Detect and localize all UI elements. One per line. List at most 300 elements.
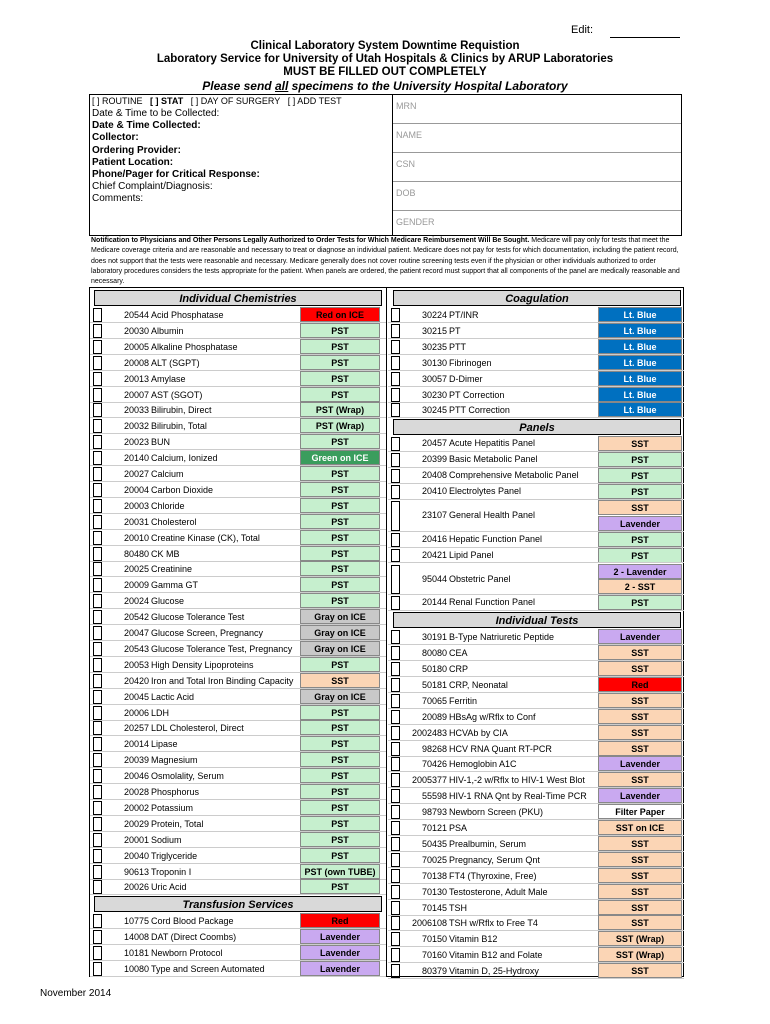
priority-routine: [ ] ROUTINE	[92, 96, 143, 106]
test-code: 20410	[421, 486, 447, 496]
panel-row	[388, 595, 684, 611]
tube-label: PST (own TUBE)	[300, 864, 380, 879]
table-row	[90, 848, 386, 864]
order-checkbox[interactable]	[93, 674, 102, 688]
order-checkbox[interactable]	[391, 565, 400, 595]
tube-label: PST	[598, 468, 682, 483]
test-name: Newborn Screen (PKU)	[449, 807, 544, 818]
order-checkbox[interactable]	[391, 869, 400, 883]
table-row	[388, 645, 684, 661]
table-row	[388, 371, 684, 387]
tube-label: PST	[300, 371, 380, 386]
test-code: 20005	[123, 341, 149, 352]
table-row	[90, 641, 386, 657]
order-checkbox[interactable]	[391, 901, 400, 915]
table-row	[90, 673, 386, 689]
order-checkbox[interactable]	[391, 821, 400, 835]
priority-add-test: [ ] ADD TEST	[287, 96, 342, 106]
test-code: 30215	[421, 325, 447, 336]
table-row	[90, 689, 386, 705]
patient-field-dob[interactable]: DOB	[396, 188, 416, 198]
test-name: DAT (Direct Coombs)	[151, 932, 237, 943]
order-checkbox[interactable]	[391, 948, 400, 962]
order-checkbox[interactable]	[93, 483, 102, 497]
test-name: Protein, Total	[151, 818, 204, 829]
order-checkbox[interactable]	[391, 372, 400, 386]
test-code: 20045	[123, 691, 149, 702]
order-checkbox[interactable]	[93, 562, 102, 576]
tube-label: SST	[598, 868, 682, 883]
panel-row	[388, 500, 684, 532]
test-name: Electrolytes Panel	[449, 486, 522, 496]
test-code: 20009	[123, 580, 149, 591]
test-code: 23107	[421, 509, 447, 520]
table-row	[90, 913, 386, 929]
test-code: 20053	[123, 659, 149, 670]
order-checkbox[interactable]	[391, 853, 400, 867]
table-row	[90, 307, 386, 323]
test-name: Vitamin D, 25-Hydroxy	[449, 966, 539, 977]
test-name: Magnesium	[151, 755, 198, 766]
table-row	[90, 929, 386, 945]
test-name: AST (SGOT)	[151, 389, 203, 400]
test-code: 20027	[123, 469, 149, 479]
order-checkbox[interactable]	[391, 356, 400, 370]
test-code: 20408	[421, 470, 447, 481]
tube-label: Gray on ICE	[300, 689, 380, 704]
tube-label: PST	[300, 832, 380, 847]
test-code: 80480	[123, 548, 149, 559]
order-checkbox[interactable]	[93, 706, 102, 720]
section-transfusion-services: Transfusion Services	[94, 896, 382, 912]
test-code: 20030	[123, 325, 149, 336]
order-checkbox[interactable]	[391, 916, 400, 930]
test-code: 70121	[421, 823, 447, 833]
tube-label: Green on ICE	[300, 450, 380, 465]
tube-label: PST	[300, 387, 380, 402]
order-checkbox[interactable]	[93, 578, 102, 592]
table-row	[388, 868, 684, 884]
test-name: Phosphorus	[151, 787, 200, 797]
order-checkbox[interactable]	[93, 515, 102, 529]
test-code: 30235	[421, 341, 447, 352]
form-subtitle: Laboratory Service for University of Utah Hospitals & Clinics by ARUP Laboratories	[156, 53, 614, 65]
tube-label: Lt. Blue	[598, 402, 682, 417]
test-name: CK MB	[151, 548, 180, 559]
order-checkbox[interactable]	[391, 678, 400, 692]
test-code: 20006	[123, 707, 149, 718]
tube-label: PST	[300, 482, 380, 497]
test-name: High Density Lipoproteins	[151, 659, 254, 670]
tube-label: PST	[300, 800, 380, 815]
order-checkbox[interactable]	[93, 833, 102, 847]
test-code: 20003	[123, 500, 149, 511]
patient-info-box	[89, 94, 682, 236]
test-code: 20002	[123, 802, 149, 813]
order-checkbox[interactable]	[391, 726, 400, 740]
panel-row	[388, 484, 684, 500]
order-checkbox[interactable]	[93, 594, 102, 608]
table-row	[90, 561, 386, 577]
test-code: 20028	[123, 787, 149, 797]
order-checkbox[interactable]	[391, 403, 400, 417]
test-code: 70150	[421, 934, 447, 945]
test-code: 20025	[123, 564, 149, 575]
tube-label: PST	[300, 593, 380, 608]
test-name: Calcium	[151, 469, 184, 479]
order-checkbox[interactable]	[391, 932, 400, 946]
test-name: BUN	[151, 437, 171, 448]
test-name: HBsAg w/Rflx to Conf	[449, 711, 536, 722]
test-name: Acid Phosphatase	[151, 310, 224, 320]
order-checkbox[interactable]	[391, 308, 400, 322]
test-code: 20031	[123, 516, 149, 527]
test-code: 2006108	[411, 918, 447, 929]
order-checkbox[interactable]	[93, 531, 102, 545]
panel-row	[388, 548, 684, 564]
test-code: 20033	[123, 405, 149, 416]
row-divider	[388, 610, 684, 611]
order-checkbox[interactable]	[391, 388, 400, 402]
test-code: 20040	[123, 850, 149, 861]
order-checkbox[interactable]	[391, 453, 400, 467]
test-name: Comprehensive Metabolic Panel	[449, 470, 579, 481]
tube-label: PST	[598, 532, 682, 547]
table-row	[90, 339, 386, 355]
priority-day-of-surgery: [ ] DAY OF SURGERY	[190, 96, 281, 106]
edit-field[interactable]	[610, 37, 680, 38]
order-checkbox[interactable]	[391, 340, 400, 354]
test-name: Albumin	[151, 325, 184, 336]
table-row	[388, 693, 684, 709]
test-code: 30130	[421, 357, 447, 368]
patient-field-mrn[interactable]: MRN	[396, 101, 417, 111]
test-code: 30230	[421, 389, 447, 400]
test-code: 20257	[123, 723, 149, 734]
order-checkbox[interactable]	[93, 435, 102, 449]
order-checkbox[interactable]	[93, 849, 102, 863]
order-checkbox[interactable]	[391, 742, 400, 756]
order-checkbox[interactable]	[93, 817, 102, 831]
order-checkbox[interactable]	[93, 690, 102, 704]
order-checkbox[interactable]	[391, 324, 400, 338]
order-checkbox[interactable]	[93, 865, 102, 879]
patient-field-name[interactable]: NAME	[396, 130, 423, 140]
table-row	[388, 355, 684, 371]
table-row	[90, 720, 386, 736]
order-checkbox[interactable]	[93, 340, 102, 354]
tube-label: PST	[598, 484, 682, 499]
order-checkbox[interactable]	[93, 372, 102, 386]
patient-line[interactable]: Date & Time to be Collected:	[92, 108, 220, 119]
table-row	[388, 915, 684, 931]
test-name: Glucose Tolerance Test	[151, 612, 245, 623]
test-name: Prealbumin, Serum	[449, 838, 527, 849]
patient-field-gender[interactable]: GENDER	[396, 217, 435, 227]
tube-label: Gray on ICE	[300, 641, 380, 656]
order-checkbox[interactable]	[391, 710, 400, 724]
table-row	[388, 836, 684, 852]
test-name: Cholesterol	[151, 516, 197, 527]
tube-label: Lavender	[300, 929, 380, 944]
tube-label: PST	[300, 768, 380, 783]
patient-field-csn[interactable]: CSN	[396, 159, 416, 169]
table-row	[90, 402, 386, 418]
order-checkbox[interactable]	[391, 533, 400, 547]
order-checkbox[interactable]	[391, 501, 400, 531]
test-code: 20421	[421, 549, 447, 560]
order-checkbox[interactable]	[391, 805, 400, 819]
tube-label: PST	[300, 784, 380, 799]
test-code: 70145	[421, 902, 447, 913]
test-code: 70160	[421, 950, 447, 961]
table-row	[90, 498, 386, 514]
test-name: CEA	[449, 648, 468, 659]
test-code: 20007	[123, 389, 149, 400]
order-checkbox[interactable]	[93, 642, 102, 656]
tube-label: PST	[300, 848, 380, 863]
order-checkbox[interactable]	[93, 801, 102, 815]
test-code: 20008	[123, 357, 149, 368]
tube-label: PST	[300, 816, 380, 831]
order-checkbox[interactable]	[93, 547, 102, 561]
patient-line[interactable]: Comments:	[92, 193, 144, 205]
order-checkbox[interactable]	[93, 451, 102, 465]
test-name: Sodium	[151, 834, 182, 845]
order-checkbox[interactable]	[93, 658, 102, 672]
order-checkbox[interactable]	[391, 837, 400, 851]
tube-label: PST	[598, 548, 682, 563]
tube-label: SST	[598, 836, 682, 851]
order-checkbox[interactable]	[391, 469, 400, 483]
test-name: Gamma GT	[151, 580, 199, 591]
patient-line[interactable]: Collector:	[92, 132, 139, 144]
test-code: 20544	[123, 310, 149, 320]
tube-label: SST	[598, 693, 682, 708]
test-name: Ferritin	[449, 695, 478, 706]
edit-label: Edit:	[571, 24, 594, 36]
test-code: 20032	[123, 421, 149, 432]
order-checkbox[interactable]	[391, 437, 400, 451]
test-name: Bilirubin, Direct	[151, 405, 212, 416]
table-row	[388, 323, 684, 339]
order-checkbox[interactable]	[93, 753, 102, 767]
order-checkbox[interactable]	[93, 721, 102, 735]
test-name: PT Correction	[449, 389, 505, 400]
test-name: ALT (SGPT)	[151, 357, 200, 368]
order-checkbox[interactable]	[93, 737, 102, 751]
test-name: LDH	[151, 707, 170, 718]
tube-label: SST	[598, 645, 682, 660]
footer-date: November 2014	[40, 988, 112, 999]
tube-label: SST	[598, 500, 682, 515]
test-name: Lactic Acid	[151, 691, 195, 702]
order-checkbox[interactable]	[391, 885, 400, 899]
test-code: 55598	[421, 791, 447, 802]
table-row	[90, 864, 386, 880]
test-name: Vitamin B12	[449, 934, 498, 945]
order-checkbox[interactable]	[93, 914, 102, 928]
table-row	[90, 945, 386, 961]
table-row	[388, 788, 684, 804]
section-individual-tests: Individual Tests	[393, 612, 681, 628]
table-row	[388, 772, 684, 788]
order-checkbox[interactable]	[93, 388, 102, 402]
tube-label: PST	[300, 514, 380, 529]
test-name: HCVAb by CIA	[449, 727, 508, 738]
priority-options[interactable]	[92, 96, 342, 106]
tube-label: PST	[300, 577, 380, 592]
tube-label: SST	[598, 852, 682, 867]
tube-label: SST	[598, 884, 682, 899]
test-name: Vitamin B12 and Folate	[449, 950, 543, 961]
test-name: Amylase	[151, 373, 186, 384]
table-row	[388, 339, 684, 355]
patient-line[interactable]: Chief Complaint/Diagnosis:	[92, 181, 213, 193]
patient-field-divider	[393, 123, 681, 124]
table-row	[388, 709, 684, 725]
test-code: 20001	[123, 834, 149, 845]
test-name: Creatinine	[151, 564, 193, 575]
tube-label: PST	[300, 323, 380, 338]
test-code: 80080	[421, 648, 447, 659]
test-code: 20013	[123, 373, 149, 384]
test-code: 70130	[421, 886, 447, 897]
order-checkbox[interactable]	[93, 769, 102, 783]
test-name: Troponin I	[151, 866, 192, 877]
patient-line[interactable]: Ordering Provider:	[92, 144, 181, 156]
patient-field-divider	[393, 181, 681, 182]
test-code: 98268	[421, 743, 447, 754]
order-checkbox[interactable]	[391, 773, 400, 787]
tube-label: PST	[300, 530, 380, 545]
order-checkbox[interactable]	[391, 485, 400, 499]
tube-label: Lt. Blue	[598, 387, 682, 402]
table-row	[90, 784, 386, 800]
test-code: 10080	[123, 964, 149, 974]
order-checkbox[interactable]	[391, 662, 400, 676]
test-name: HIV-1 RNA Qnt by Real-Time PCR	[449, 791, 587, 802]
tube-label: Red	[300, 913, 380, 928]
test-name: HIV-1,-2 w/Rflx to HIV-1 West Blot	[449, 775, 585, 786]
table-row	[90, 577, 386, 593]
patient-line[interactable]: Phone/Pager for Critical Response:	[92, 169, 260, 180]
table-row	[388, 661, 684, 677]
form-instruction: MUST BE FILLED OUT COMPLETELY	[283, 66, 487, 78]
test-name: Hemoglobin A1C	[449, 759, 517, 770]
tube-label: PST	[300, 434, 380, 449]
test-code: 20089	[421, 711, 447, 722]
order-checkbox[interactable]	[93, 626, 102, 640]
form-send-instruction: Please send all specimens to the University Hospital Laboratory	[202, 79, 568, 93]
test-name: PSA	[449, 823, 468, 833]
order-checkbox[interactable]	[93, 324, 102, 338]
test-code: 20457	[421, 438, 447, 449]
order-checkbox[interactable]	[391, 694, 400, 708]
test-name: Newborn Protocol	[151, 948, 223, 959]
order-checkbox[interactable]	[93, 403, 102, 417]
order-checkbox[interactable]	[93, 308, 102, 322]
panel-row	[388, 436, 684, 452]
order-checkbox[interactable]	[391, 549, 400, 563]
order-checkbox[interactable]	[93, 785, 102, 799]
test-code: 50181	[421, 679, 447, 690]
patient-line[interactable]: Patient Location:	[92, 156, 174, 168]
order-checkbox[interactable]	[391, 596, 400, 610]
patient-field-divider	[393, 152, 681, 153]
tube-label: SST	[598, 709, 682, 724]
tube-label: PST	[300, 657, 380, 672]
table-row	[90, 355, 386, 371]
table-row	[90, 418, 386, 434]
test-code: 95044	[421, 573, 447, 584]
order-checkbox[interactable]	[391, 757, 400, 771]
table-row	[90, 546, 386, 562]
test-code: 20024	[123, 596, 149, 607]
table-row	[90, 387, 386, 403]
table-row	[90, 514, 386, 530]
test-name: Potassium	[151, 802, 194, 813]
table-row	[388, 677, 684, 693]
order-checkbox[interactable]	[391, 630, 400, 644]
test-name: Glucose Screen, Pregnancy	[151, 628, 264, 638]
order-checkbox[interactable]	[391, 789, 400, 803]
order-checkbox[interactable]	[93, 946, 102, 960]
tube-label: Gray on ICE	[300, 609, 380, 624]
table-row	[90, 816, 386, 832]
tube-label: Lavender	[598, 788, 682, 803]
test-name: Hepatic Function Panel	[449, 533, 543, 544]
tube-label: SST	[598, 725, 682, 740]
table-row	[90, 657, 386, 673]
order-checkbox[interactable]	[93, 610, 102, 624]
test-code: 20047	[123, 628, 149, 638]
order-checkbox[interactable]	[391, 964, 400, 978]
test-code: 20023	[123, 437, 149, 448]
table-row	[90, 736, 386, 752]
order-checkbox[interactable]	[93, 962, 102, 976]
table-row	[90, 530, 386, 546]
tube-label: Lavender	[598, 516, 682, 531]
test-name: Cord Blood Package	[151, 916, 234, 927]
test-code: 70025	[421, 854, 447, 865]
table-row	[90, 705, 386, 721]
table-row	[90, 450, 386, 466]
table-row	[388, 900, 684, 916]
test-code: 50180	[421, 664, 447, 674]
test-name: Type and Screen Automated	[151, 964, 265, 974]
test-name: Testosterone, Adult Male	[449, 886, 548, 897]
order-checkbox[interactable]	[93, 930, 102, 944]
table-row	[388, 402, 684, 418]
tube-label: SST	[598, 915, 682, 930]
order-checkbox[interactable]	[391, 646, 400, 660]
test-code: 20039	[123, 755, 149, 766]
tube-label: PST	[300, 561, 380, 576]
order-checkbox[interactable]	[93, 467, 102, 481]
tube-label: 2 - Lavender	[598, 564, 682, 579]
test-name: Basic Metabolic Panel	[449, 454, 538, 465]
test-code: 20399	[421, 454, 447, 465]
tube-label: SST	[598, 772, 682, 787]
table-row	[90, 752, 386, 768]
order-checkbox[interactable]	[93, 499, 102, 513]
order-checkbox[interactable]	[93, 880, 102, 894]
patient-line[interactable]: Date & Time Collected:	[92, 120, 201, 132]
order-checkbox[interactable]	[93, 419, 102, 433]
test-code: 80379	[421, 966, 447, 977]
order-checkbox[interactable]	[93, 356, 102, 370]
